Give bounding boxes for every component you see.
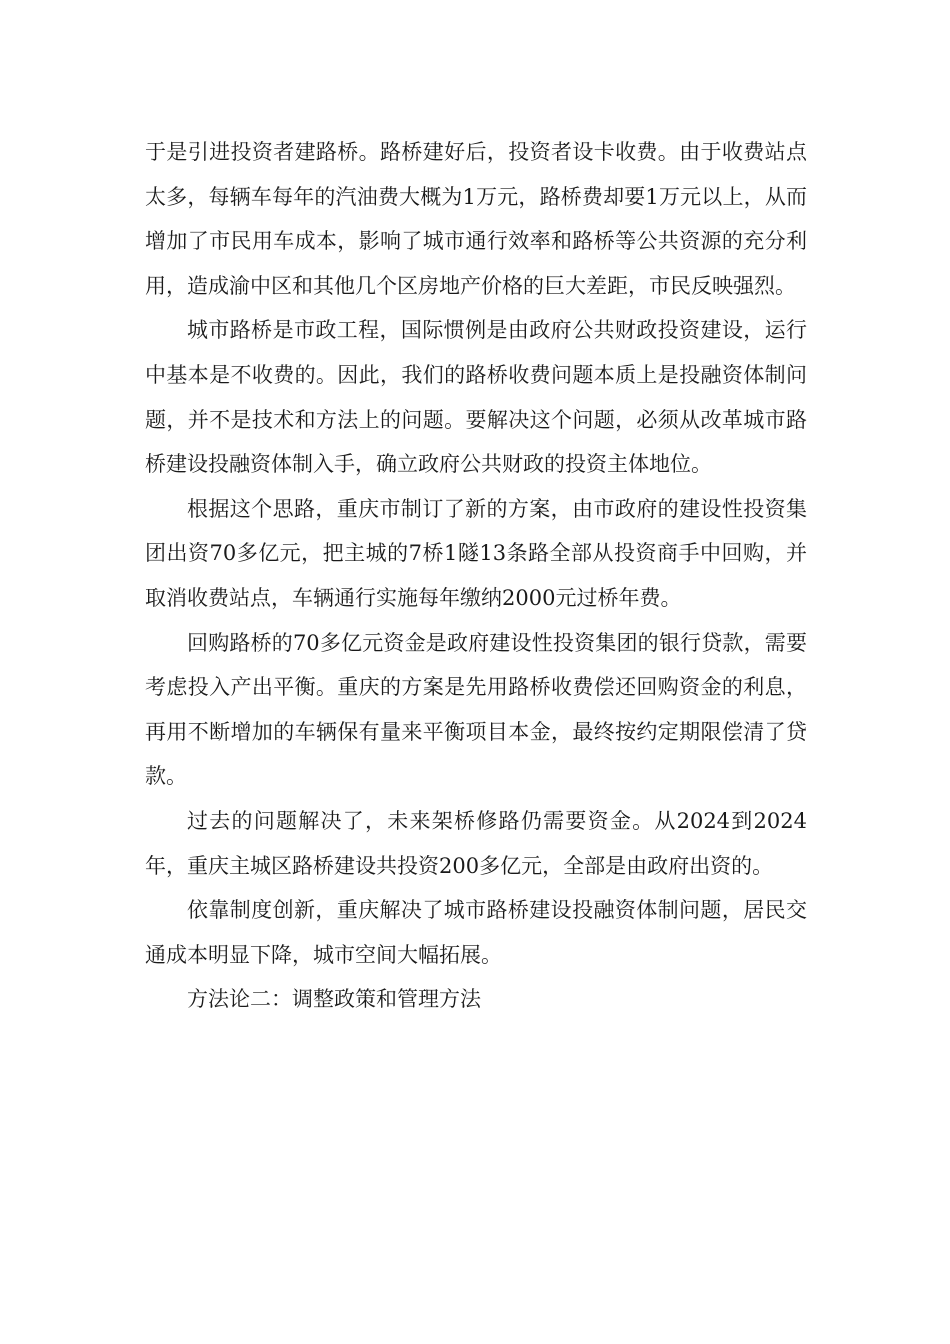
paragraph-continued: 于是引进投资者建路桥。路桥建好后，投资者设卡收费。由于收费站点太多，每辆车每年的汽油费大概为1万元，路桥费却要1万元以上，从而增加了市民用车成本，影响了城市通行效率和路桥等公共资源的充分利用，造成渝中区和其他几个区房地产价格的巨大差距，市民反映强烈。: [145, 140, 807, 298]
paragraph-new-plan: 根据这个思路，重庆市制订了新的方案，由市政府的建设性投资集团出资70多亿元，把主城的7桥1隧13条路全部从投资商手中回购，并取消收费站点，车辆通行实施每年缴纳2000元过桥年费。: [145, 496, 807, 610]
paragraph-buyback-loan: 回购路桥的70多亿元资金是政府建设性投资集团的银行贷款，需要考虑投入产出平衡。重庆的方案是先用路桥收费偿还回购资金的利息，再用不断增加的车辆保有量来平衡项目本金，最终按约定期限偿清了贷款。: [145, 630, 807, 789]
paragraph-future-funding: 过去的问题解决了，未来架桥修路仍需要资金。从2024到2024年，重庆主城区路桥建设共投资200多亿元，全部是由政府出资的。: [145, 808, 807, 878]
paragraph-public-finance: 城市路桥是市政工程，国际惯例是由政府公共财政投资建设，运行中基本是不收费的。因此，我们的路桥收费问题本质上是投融资体制问题，并不是技术和方法上的问题。要解决这个问题，必须从改革城市路桥建设投融资体制入手，确立政府公共财政的投资主体地位。: [145, 318, 807, 477]
document-page: [145, 130, 807, 1022]
paragraph-institutional-innovation: 依靠制度创新，重庆解决了城市路桥建设投融资体制问题，居民交通成本明显下降，城市空间大幅拓展。: [145, 898, 807, 967]
section-heading-methodology-two: 方法论二：调整政策和管理方法: [187, 987, 481, 1012]
